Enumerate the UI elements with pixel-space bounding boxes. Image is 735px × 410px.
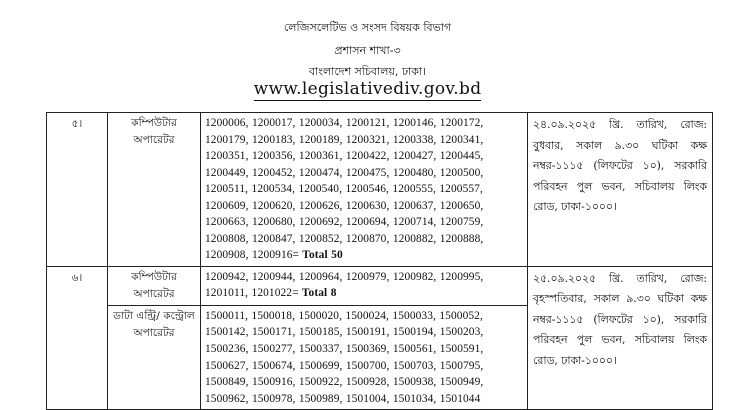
total-count: Total 50 [299, 249, 343, 262]
total-count: Total 8 [298, 287, 337, 300]
header-division: লেজিসলেটিভ ও সংসদ বিষয়ক বিভাগ [283, 21, 452, 34]
roll-numbers-cell: 1200942, 1200944, 1200964, 1200979, 1200982, 1200995, 1201011, 1201022= Total 8 [201, 266, 528, 305]
serial-cell: ৬। [47, 266, 108, 409]
post-cell: কম্পিউটার অপারেটর [108, 266, 201, 305]
serial-cell: ৫। [47, 113, 108, 267]
schedule-cell: ২৫.০৯.২০২৫ খ্রি. তারিখ, রোজ: বৃহস্পতিবার, সকাল ৯.৩০ ঘটিকা কক্ষ নম্বর-১১১৫ (লিফটের ১০), সরকারি পরিবহন পুল ভবন, সচিবালয় লিংক রোড, ঢাকা-১০০০। [528, 266, 713, 409]
header-secretariat: বাংলাদেশ সচিবালয়, ঢাকা। [308, 65, 427, 78]
table-row [47, 266, 713, 305]
post-cell: ডাটা এন্ট্রি/ কন্ট্রোল অপারেটর [108, 305, 201, 409]
exam-schedule-table [46, 112, 713, 410]
website-link[interactable]: www.legislativediv.gov.bd [253, 79, 482, 99]
header-branch: প্রশাসন শাখা-৩ [334, 44, 401, 57]
roll-numbers-cell: 1200006, 1200017, 1200034, 1200121, 1200146, 1200172, 1200179, 1200183, 1200189, 1200321, 1200338, 1200341, 1200351, 1200356, 1200361, 1200422, 1200427, 1200445, 1200449, 1200452, 1200474, 1200475, 1200480, 1200500, 1200511, 1200534, 1200540, 1200546, 1200555, 1200557, 1200609, 1200620, 1200626, 1200630, 1200637, 1200650, 1200663, 1200680, 1200692, 1200694, 1200714, 1200759, 1200808, 1200847, 1200852, 1200870, 1200882, 1200888, 1200908, 1200916= Total 50 [201, 113, 528, 267]
schedule-cell: ২৪.০৯.২০২৫ খ্রি. তারিখ, রোজ: বুধবার, সকাল ৯.৩০ ঘটিকা কক্ষ নম্বর-১১১৫ (লিফটের ১০), সরকারি পরিবহন পুল ভবন, সচিবালয় লিংক রোড, ঢাকা-১০০০। [528, 113, 713, 267]
roll-numbers-cell: 1500011, 1500018, 1500020, 1500024, 1500033, 1500052, 1500142, 1500171, 1500185, 1500191, 1500194, 1500203, 1500236, 1500277, 1500337, 1500369, 1500561, 1500591, 1500627, 1500674, 1500699, 1500700, 1500703, 1500795, 1500849, 1500916, 1500922, 1500928, 1500938, 1500949, 1500962, 1500978, 1500989, 1501004, 1501034, 1501044 [201, 305, 528, 409]
post-cell: কম্পিউটার অপারেটর [108, 113, 201, 267]
table-row [47, 113, 713, 267]
